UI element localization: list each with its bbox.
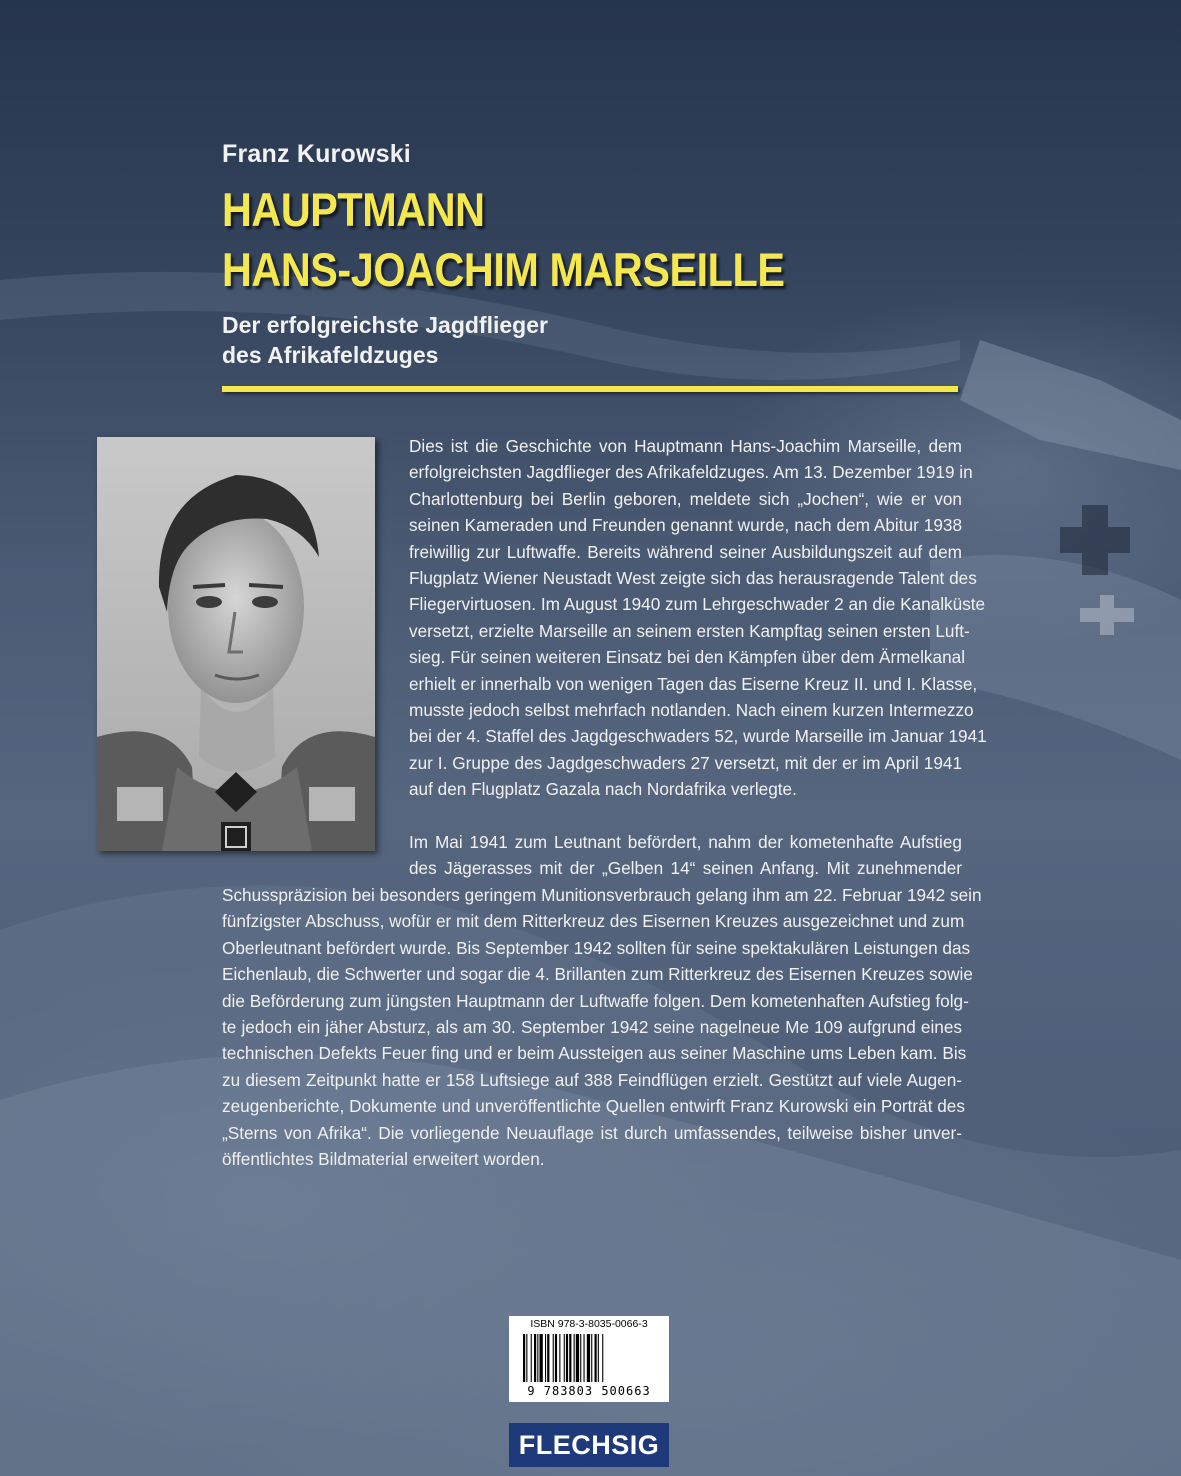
blurb-line: te jedoch ein jäher Absturz, als am 30. September 1942 seine nagelneue Me 109 aufgrund eines <box>222 1017 962 1038</box>
blurb-line: sieg. Für seinen weiteren Einsatz bei den Kämpfen über dem Ärmelkanal <box>409 647 966 668</box>
blurb-line: die Beförderung zum jüngsten Hauptmann der Luftwaffe folgen. Dem kometenhaften Aufstieg folg- <box>222 990 969 1011</box>
barcode-bar <box>576 1334 579 1382</box>
blurb-line: technischen Defekts Feuer fing und er beim Aussteigen aus seiner Maschine ums Leben kam. Bis <box>222 1043 967 1064</box>
blurb-line: erhielt er innerhalb von wenigen Tagen das Eiserne Kreuz II. und I. Klasse, <box>409 673 978 694</box>
barcode-bar <box>587 1334 590 1382</box>
blurb-line: freiwillig zur Luftwaffe. Bereits während seiner Ausbildungszeit auf dem <box>409 541 962 562</box>
barcode-bar <box>534 1334 536 1382</box>
barcode-bar <box>537 1334 538 1382</box>
publisher-logo: FLECHSIG <box>509 1423 669 1467</box>
blurb-line: öffentlichtes Bildmaterial erweitert worden. <box>222 1149 545 1170</box>
barcode-bar <box>569 1334 571 1382</box>
barcode-bars <box>523 1334 655 1382</box>
blurb-line: seinen Kameraden und Freunden genannt wurde, nach dem Abitur 1938 <box>409 515 962 536</box>
barcode-bar <box>598 1334 599 1382</box>
barcode-bar <box>531 1334 532 1382</box>
barcode-bar <box>540 1334 543 1382</box>
blurb-line: Oberleutnant befördert wurde. Bis September 1942 sollten für seine spektakulären Leistungen das <box>222 937 971 958</box>
blurb-line: des Jägerasses mit der „Gelben 14“ seinen Anfang. Mit zunehmender <box>409 858 962 879</box>
barcode-bar <box>526 1334 527 1382</box>
author-name: Franz Kurowski <box>222 140 411 168</box>
blurb-line: Flugplatz Wiener Neustadt West zeigte sich das herausragende Talent des <box>409 568 977 589</box>
blurb-paragraph-1 <box>409 433 987 803</box>
barcode-bar <box>602 1334 603 1382</box>
yellow-divider <box>222 386 958 392</box>
book-subtitle <box>222 310 548 370</box>
blurb-paragraph-2-top <box>409 829 962 882</box>
barcode-bar <box>523 1334 525 1382</box>
barcode-bar <box>580 1334 581 1382</box>
barcode-bar <box>555 1334 557 1382</box>
blurb-line: bei der 4. Staffel des Jagdgeschwaders 52, wurde Marseille im Januar 1941 <box>409 726 987 747</box>
subtitle-line-1: Der erfolgreichste Jagdflieger <box>222 312 548 338</box>
isbn-barcode <box>509 1316 669 1402</box>
blurb-line: auf den Flugplatz Gazala nach Nordafrika verlegte. <box>409 779 797 800</box>
blurb-paragraph-2 <box>222 882 982 1172</box>
barcode-bar <box>591 1334 592 1382</box>
barcode-bar <box>545 1334 546 1382</box>
barcode-bar <box>564 1334 565 1382</box>
barcode-bar <box>574 1334 575 1382</box>
blurb-line: „Sterns von Afrika“. Die vorliegende Neuauflage ist durch umfassendes, teilweise bisher unver- <box>222 1122 962 1143</box>
barcode-bar <box>553 1334 554 1382</box>
blurb-line: Schusspräzision bei besonders geringem Munitionsverbrauch gelang ihm am 22. Februar 1942 sein <box>222 885 982 905</box>
barcode-digits: 9 783803 500663 <box>527 1384 651 1398</box>
blurb-line: Dies ist die Geschichte von Hauptmann Hans-Joachim Marseille, dem <box>409 436 962 456</box>
portrait-photo <box>97 437 375 851</box>
blurb-line: Fliegervirtuosen. Im August 1940 zum Lehrgeschwader 2 an die Kanalküste <box>409 594 986 615</box>
blurb-line: zu diesem Zeitpunkt hatte er 158 Luftsiege auf 388 Feindflügen erzielt. Gestützt auf viele Augen- <box>222 1069 962 1090</box>
barcode-bar <box>566 1334 568 1382</box>
blurb-line: Im Mai 1941 zum Leutnant befördert, nahm der kometenhafte Aufstieg <box>409 832 962 852</box>
barcode-bar <box>584 1334 585 1382</box>
blurb-line: Charlottenburg bei Berlin geboren, meldete sich „Jochen“, wie er von <box>409 488 962 509</box>
blurb-line: zeugenberichte, Dokumente und unveröffentlichte Quellen entwirft Franz Kurowski ein Porträt des <box>222 1096 965 1117</box>
isbn-label: ISBN 978-3-8035-0066-3 <box>530 1318 648 1330</box>
blurb-line: zur I. Gruppe des Jagdgeschwaders 27 versetzt, mit der er im April 1941 <box>409 752 962 773</box>
subtitle-line-2: des Afrikafeldzuges <box>222 342 439 368</box>
blurb-line: erfolgreichsten Jagdflieger des Afrikafeldzuges. Am 13. Dezember 1919 in <box>409 462 973 483</box>
blurb-line: musste jedoch selbst mehrfach notlanden. Nach einem kurzen Intermezzo <box>409 700 974 721</box>
book-title-line-2: HANS-JOACHIM MARSEILLE <box>222 243 785 296</box>
blurb-line: Eichenlaub, die Schwerter und sogar die 4. Brillanten zum Ritterkreuz des Eisernen Kreuzes sowie <box>222 964 973 985</box>
barcode-bar <box>547 1334 549 1382</box>
barcode-bar <box>559 1334 560 1382</box>
blurb-line: versetzt, erzielte Marseille an seinem ersten Kampftag seinen ersten Luft- <box>409 620 970 641</box>
barcode-bar <box>595 1334 597 1382</box>
blurb-line: fünfzigster Abschuss, wofür er mit dem Ritterkreuz des Eisernen Kreuzes ausgezeichnet und zum <box>222 911 965 932</box>
book-title-line-1: HAUPTMANN <box>222 183 485 236</box>
